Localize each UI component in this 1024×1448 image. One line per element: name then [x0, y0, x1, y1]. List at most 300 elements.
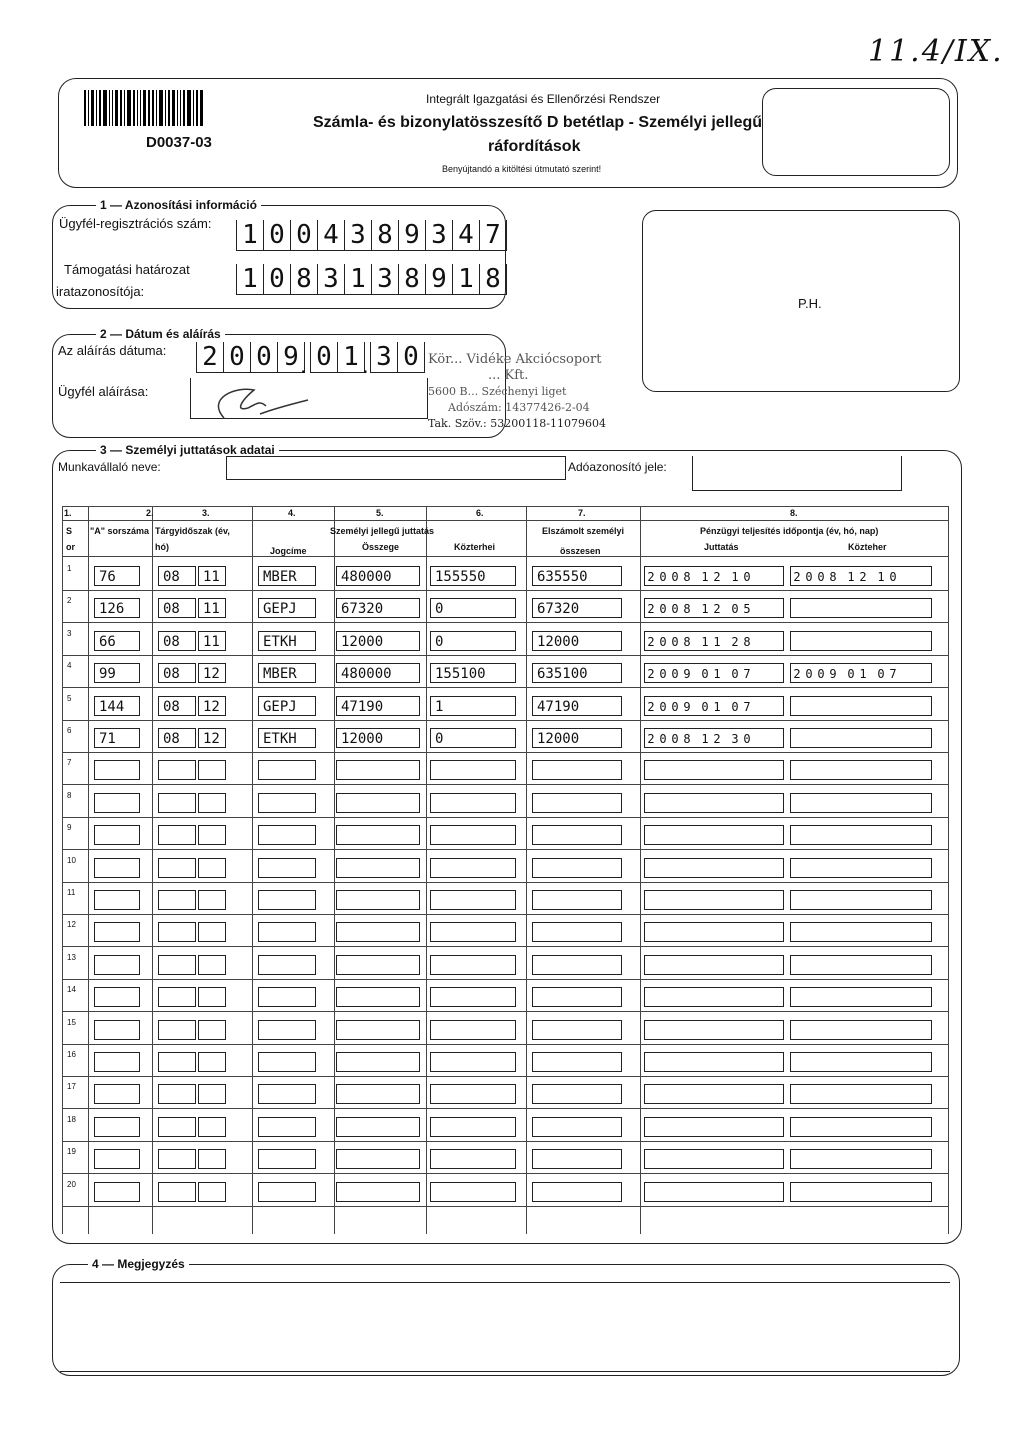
- period-year-field[interactable]: 08: [158, 728, 196, 748]
- a-number-field[interactable]: [94, 1182, 140, 1202]
- payment-date-juttatas[interactable]: [644, 1117, 784, 1137]
- payment-date-juttatas[interactable]: [644, 793, 784, 813]
- barcode: [84, 90, 205, 126]
- amount-field[interactable]: 12000: [336, 728, 420, 748]
- grid-line: [62, 1173, 948, 1174]
- payment-date-juttatas[interactable]: [644, 696, 784, 716]
- a-number-field[interactable]: [94, 1052, 140, 1072]
- payment-date-kozteher[interactable]: [790, 1084, 932, 1104]
- barcode-bar: [103, 90, 107, 126]
- legal-title-field[interactable]: GEPJ: [258, 598, 316, 618]
- total-field[interactable]: 67320: [532, 598, 622, 618]
- date-digit: 7: [743, 700, 751, 714]
- grid-line: [62, 720, 948, 721]
- a-number-field[interactable]: [94, 987, 140, 1007]
- digit-cell[interactable]: 0: [251, 342, 278, 373]
- date-digit: 0: [701, 700, 709, 714]
- amount-field[interactable]: [336, 825, 420, 845]
- a-number-field[interactable]: [94, 858, 140, 878]
- date-digit: 1: [877, 570, 885, 584]
- digit-cell[interactable]: 4: [453, 220, 480, 251]
- period-year-field[interactable]: [158, 987, 196, 1007]
- payment-date-kozteher[interactable]: [790, 728, 932, 748]
- amount-field[interactable]: [336, 1020, 420, 1040]
- total-field[interactable]: [532, 1020, 622, 1040]
- date-month: [310, 342, 365, 373]
- payment-date-juttatas[interactable]: [644, 1182, 784, 1202]
- period-year-field[interactable]: 08: [158, 696, 196, 716]
- charges-field[interactable]: [430, 1052, 516, 1072]
- date-digit: 8: [683, 732, 691, 746]
- charges-field[interactable]: 155550: [430, 566, 516, 586]
- barcode-bar: [120, 90, 122, 126]
- a-number-field[interactable]: [94, 760, 140, 780]
- period-month-field[interactable]: [198, 1052, 226, 1072]
- decision-label-2: iratazonosítója:: [56, 284, 145, 299]
- grid-line: [62, 979, 948, 980]
- period-year-field[interactable]: [158, 922, 196, 942]
- date-digit: 2: [647, 570, 655, 584]
- row-number: 1: [67, 564, 72, 573]
- charges-field[interactable]: [430, 1149, 516, 1169]
- digit-cell[interactable]: 7: [480, 220, 507, 251]
- period-year-field[interactable]: [158, 858, 196, 878]
- period-year-field[interactable]: 08: [158, 631, 196, 651]
- row-number: 19: [67, 1147, 76, 1156]
- digit-cell[interactable]: 2: [196, 342, 224, 373]
- digit-cell[interactable]: 8: [399, 264, 426, 295]
- remark-field[interactable]: [60, 1282, 950, 1372]
- amount-field[interactable]: [336, 793, 420, 813]
- payment-date-juttatas[interactable]: [644, 858, 784, 878]
- period-month-field[interactable]: 12: [198, 696, 226, 716]
- total-field[interactable]: [532, 793, 622, 813]
- client-reg-label: Ügyfél-regisztrációs szám:: [59, 216, 212, 231]
- charges-field[interactable]: [430, 858, 516, 878]
- digit-cell[interactable]: 0: [291, 220, 318, 251]
- digit-cell[interactable]: 4: [318, 220, 345, 251]
- row-number: 13: [67, 953, 76, 962]
- period-month-field[interactable]: [198, 922, 226, 942]
- amount-field[interactable]: 47190: [336, 696, 420, 716]
- legal-title-field[interactable]: [258, 890, 316, 910]
- row-number: 12: [67, 920, 76, 929]
- amount-field[interactable]: 480000: [336, 663, 420, 683]
- payment-date-kozteher[interactable]: [790, 890, 932, 910]
- a-number-field[interactable]: [94, 1020, 140, 1040]
- charges-field[interactable]: [430, 793, 516, 813]
- total-field[interactable]: [532, 1052, 622, 1072]
- payment-date-juttatas[interactable]: [644, 566, 784, 586]
- period-year-field[interactable]: [158, 793, 196, 813]
- barcode-bar: [148, 90, 150, 126]
- legal-title-field[interactable]: [258, 922, 316, 942]
- digit-cell[interactable]: 9: [426, 264, 453, 295]
- payment-date-juttatas[interactable]: [644, 987, 784, 1007]
- amount-field[interactable]: [336, 890, 420, 910]
- total-field[interactable]: 47190: [532, 696, 622, 716]
- period-month-field[interactable]: [198, 760, 226, 780]
- date-digit: 0: [731, 700, 739, 714]
- a-number-field[interactable]: [94, 825, 140, 845]
- amount-field[interactable]: [336, 1149, 420, 1169]
- grid-line: [526, 506, 527, 1234]
- a-number-field[interactable]: [94, 1117, 140, 1137]
- legal-title-field[interactable]: [258, 1084, 316, 1104]
- a-number-field[interactable]: 99: [94, 663, 140, 683]
- total-field[interactable]: [532, 1182, 622, 1202]
- date-digit: 0: [889, 570, 897, 584]
- date-digit: 1: [713, 700, 721, 714]
- legal-title-field[interactable]: [258, 1052, 316, 1072]
- barcode-label-box: [762, 88, 950, 176]
- charges-field[interactable]: [430, 825, 516, 845]
- period-month-field[interactable]: [198, 1149, 226, 1169]
- column-number: 8.: [790, 508, 798, 518]
- amount-field[interactable]: 12000: [336, 631, 420, 651]
- period-year-field[interactable]: [158, 1182, 196, 1202]
- legal-title-field[interactable]: [258, 1149, 316, 1169]
- payment-date-kozteher[interactable]: [790, 631, 932, 651]
- grid-line: [62, 882, 948, 883]
- period-year-field[interactable]: [158, 825, 196, 845]
- total-field[interactable]: 12000: [532, 728, 622, 748]
- total-field[interactable]: [532, 987, 622, 1007]
- form-title: Számla- és bizonylatösszesítő D betétlap - Személyi jellegű: [313, 114, 763, 131]
- legal-title-field[interactable]: [258, 987, 316, 1007]
- grid-line: [62, 590, 948, 591]
- total-field[interactable]: [532, 1117, 622, 1137]
- digit-cell[interactable]: 3: [372, 264, 399, 295]
- period-month-field[interactable]: 11: [198, 631, 226, 651]
- total-field[interactable]: [532, 890, 622, 910]
- payment-date-kozteher[interactable]: [790, 793, 932, 813]
- digit-cell[interactable]: 3: [370, 342, 398, 373]
- amount-field[interactable]: [336, 1084, 420, 1104]
- payment-date-juttatas[interactable]: [644, 922, 784, 942]
- date-digit: 0: [659, 635, 667, 649]
- payment-date-kozteher[interactable]: [790, 1149, 932, 1169]
- digit-cell[interactable]: 1: [345, 264, 372, 295]
- grid-line: [62, 849, 948, 850]
- charges-field[interactable]: [430, 955, 516, 975]
- amount-field[interactable]: [336, 1052, 420, 1072]
- period-month-field[interactable]: [198, 890, 226, 910]
- digit-cell[interactable]: 8: [480, 264, 507, 295]
- col-header-personal: Személyi jellegű juttatás: [330, 526, 435, 536]
- digit-cell[interactable]: 0: [224, 342, 251, 373]
- a-number-field[interactable]: [94, 1084, 140, 1104]
- digit-cell[interactable]: 0: [264, 264, 291, 295]
- payment-date-kozteher[interactable]: [790, 858, 932, 878]
- row-number: 3: [67, 629, 72, 638]
- form-title-2: ráfordítások: [488, 138, 581, 155]
- period-month-field[interactable]: [198, 825, 226, 845]
- a-number-field[interactable]: 126: [94, 598, 140, 618]
- date-digit: 9: [683, 700, 691, 714]
- grid-line: [62, 622, 948, 623]
- employer-name-field[interactable]: [226, 456, 566, 480]
- a-number-field[interactable]: 76: [94, 566, 140, 586]
- legal-title-field[interactable]: [258, 1020, 316, 1040]
- grid-line: [426, 506, 427, 1234]
- period-year-field[interactable]: [158, 955, 196, 975]
- amount-field[interactable]: [336, 1182, 420, 1202]
- charges-field[interactable]: [430, 1020, 516, 1040]
- grid-line: [62, 1044, 948, 1045]
- payment-date-juttatas[interactable]: [644, 1020, 784, 1040]
- digit-cell[interactable]: 3: [426, 220, 453, 251]
- legal-title-field[interactable]: GEPJ: [258, 696, 316, 716]
- a-number-field[interactable]: [94, 955, 140, 975]
- period-year-field[interactable]: [158, 890, 196, 910]
- payment-date-juttatas[interactable]: [644, 825, 784, 845]
- payment-date-kozteher[interactable]: [790, 1020, 932, 1040]
- grid-line: [252, 506, 253, 1234]
- legal-title-field[interactable]: [258, 858, 316, 878]
- date-digit: 1: [701, 635, 709, 649]
- col-header-accounted: Elszámolt személyi: [542, 526, 625, 536]
- digit-cell[interactable]: 1: [236, 264, 264, 295]
- barcode-bar: [187, 90, 191, 126]
- date-digit: 9: [829, 667, 837, 681]
- grid-line: [640, 506, 641, 1234]
- date-digit: 0: [671, 635, 679, 649]
- amount-field[interactable]: 480000: [336, 566, 420, 586]
- digit-cell[interactable]: 0: [310, 342, 338, 373]
- column-number: 4.: [288, 508, 296, 518]
- digit-cell[interactable]: 3: [345, 220, 372, 251]
- total-field[interactable]: [532, 1084, 622, 1104]
- period-month-field[interactable]: [198, 1084, 226, 1104]
- date-digit: 8: [683, 635, 691, 649]
- row-number: 8: [67, 791, 72, 800]
- date-digit: 1: [859, 667, 867, 681]
- period-month-field[interactable]: [198, 1117, 226, 1137]
- digit-cell[interactable]: 3: [318, 264, 345, 295]
- payment-date-juttatas[interactable]: [644, 728, 784, 748]
- a-number-field[interactable]: 71: [94, 728, 140, 748]
- charges-field[interactable]: [430, 987, 516, 1007]
- total-field[interactable]: [532, 760, 622, 780]
- barcode-bar: [159, 90, 163, 126]
- grid-line: [62, 946, 948, 947]
- payment-date-kozteher[interactable]: [790, 1052, 932, 1072]
- a-number-field[interactable]: [94, 890, 140, 910]
- payment-date-juttatas[interactable]: [644, 663, 784, 683]
- amount-field[interactable]: [336, 922, 420, 942]
- digit-cell[interactable]: 1: [453, 264, 480, 295]
- period-month-field[interactable]: 11: [198, 598, 226, 618]
- payment-date-kozteher[interactable]: [790, 1182, 932, 1202]
- digit-cell[interactable]: 0: [398, 342, 425, 373]
- digit-cell[interactable]: 1: [338, 342, 365, 373]
- period-year-field[interactable]: [158, 1117, 196, 1137]
- payment-date-juttatas[interactable]: [644, 955, 784, 975]
- charges-field[interactable]: [430, 890, 516, 910]
- date-digit: 7: [889, 667, 897, 681]
- charges-field[interactable]: 0: [430, 728, 516, 748]
- date-digit: 0: [805, 667, 813, 681]
- payment-date-juttatas[interactable]: [644, 890, 784, 910]
- date-digit: 0: [659, 700, 667, 714]
- date-digit: 0: [671, 602, 679, 616]
- legal-title-field[interactable]: [258, 760, 316, 780]
- payment-date-kozteher[interactable]: [790, 955, 932, 975]
- payment-date-juttatas[interactable]: [644, 598, 784, 618]
- barcode-bar: [124, 90, 125, 126]
- amount-field[interactable]: [336, 987, 420, 1007]
- total-field[interactable]: 635100: [532, 663, 622, 683]
- payment-date-kozteher[interactable]: [790, 825, 932, 845]
- period-year-field[interactable]: 08: [158, 598, 196, 618]
- period-month-field[interactable]: [198, 1020, 226, 1040]
- payment-date-kozteher[interactable]: [790, 663, 932, 683]
- charges-field[interactable]: [430, 1182, 516, 1202]
- period-month-field[interactable]: [198, 1182, 226, 1202]
- barcode-bar: [172, 90, 175, 126]
- charges-field[interactable]: [430, 1084, 516, 1104]
- a-number-field[interactable]: [94, 922, 140, 942]
- legal-title-field[interactable]: [258, 1182, 316, 1202]
- grid-line: [62, 1206, 948, 1207]
- total-field[interactable]: 635550: [532, 566, 622, 586]
- decision-label: Támogatási határozat: [64, 262, 190, 277]
- digit-cell[interactable]: 1: [236, 220, 264, 251]
- period-year-field[interactable]: [158, 1084, 196, 1104]
- barcode-bar: [177, 90, 178, 126]
- digit-cell[interactable]: 9: [278, 342, 305, 373]
- payment-date-kozteher[interactable]: [790, 1117, 932, 1137]
- date-day: [370, 342, 425, 373]
- total-field[interactable]: [532, 922, 622, 942]
- amount-field[interactable]: 67320: [336, 598, 420, 618]
- date-year: [196, 342, 305, 373]
- amount-field[interactable]: [336, 955, 420, 975]
- date-dot-1: .: [300, 352, 307, 379]
- payment-date-kozteher[interactable]: [790, 760, 932, 780]
- period-month-field[interactable]: 12: [198, 663, 226, 683]
- tax-id-field[interactable]: [692, 456, 902, 491]
- period-year-field[interactable]: [158, 1149, 196, 1169]
- section3-title: 3 — Személyi juttatások adatai: [96, 443, 279, 457]
- date-digit: 0: [659, 602, 667, 616]
- form-subtitle: Benyújtandó a kitöltési útmutató szerint!: [442, 164, 602, 174]
- period-month-field[interactable]: [198, 858, 226, 878]
- legal-title-field[interactable]: [258, 1117, 316, 1137]
- period-year-field[interactable]: [158, 1020, 196, 1040]
- grid-line: [62, 506, 948, 507]
- total-field[interactable]: [532, 858, 622, 878]
- period-year-field[interactable]: [158, 760, 196, 780]
- date-digit: 1: [731, 570, 739, 584]
- payment-date-juttatas[interactable]: [644, 760, 784, 780]
- date-digit: 1: [713, 667, 721, 681]
- grid-line: [62, 914, 948, 915]
- row-number: 2: [67, 596, 72, 605]
- charges-field[interactable]: 155100: [430, 663, 516, 683]
- period-month-field[interactable]: [198, 955, 226, 975]
- payment-date-kozteher[interactable]: [790, 922, 932, 942]
- payment-date-juttatas[interactable]: [644, 1084, 784, 1104]
- client-reg-number: [236, 220, 507, 251]
- payment-date-kozteher[interactable]: [790, 566, 932, 586]
- payment-date-kozteher[interactable]: [790, 598, 932, 618]
- system-name: Integrált Igazgatási és Ellenőrzési Rendszer: [426, 92, 661, 106]
- total-field[interactable]: [532, 955, 622, 975]
- date-digit: 0: [671, 732, 679, 746]
- date-digit: 0: [671, 700, 679, 714]
- period-month-field[interactable]: 12: [198, 728, 226, 748]
- charges-field[interactable]: [430, 760, 516, 780]
- date-digit: 0: [743, 570, 751, 584]
- digit-cell[interactable]: 9: [399, 220, 426, 251]
- period-year-field[interactable]: [158, 1052, 196, 1072]
- date-digit: 7: [743, 667, 751, 681]
- col-header-or: or: [66, 542, 75, 552]
- total-field[interactable]: 12000: [532, 631, 622, 651]
- amount-field[interactable]: [336, 1117, 420, 1137]
- payment-date-juttatas[interactable]: [644, 631, 784, 651]
- period-month-field[interactable]: [198, 987, 226, 1007]
- a-number-field[interactable]: 66: [94, 631, 140, 651]
- period-month-field[interactable]: 11: [198, 566, 226, 586]
- column-number: 5.: [376, 508, 384, 518]
- legal-title-field[interactable]: [258, 793, 316, 813]
- period-year-field[interactable]: 08: [158, 566, 196, 586]
- charges-field[interactable]: 0: [430, 598, 516, 618]
- signature-scribble: [196, 378, 326, 426]
- date-digit: 0: [671, 667, 679, 681]
- total-field[interactable]: [532, 825, 622, 845]
- legal-title-field[interactable]: MBER: [258, 566, 316, 586]
- stamp-block: [428, 352, 606, 432]
- legal-title-field[interactable]: MBER: [258, 663, 316, 683]
- grid-line: [152, 506, 153, 1234]
- legal-title-field[interactable]: ETKH: [258, 728, 316, 748]
- charges-field[interactable]: [430, 922, 516, 942]
- date-digit: 9: [683, 667, 691, 681]
- charges-field[interactable]: 0: [430, 631, 516, 651]
- legal-title-field[interactable]: ETKH: [258, 631, 316, 651]
- amount-field[interactable]: [336, 760, 420, 780]
- payment-date-juttatas[interactable]: [644, 1149, 784, 1169]
- digit-cell[interactable]: 0: [264, 220, 291, 251]
- period-year-field[interactable]: 08: [158, 663, 196, 683]
- tax-id-label: Adóazonosító jele:: [568, 460, 667, 474]
- legal-title-field[interactable]: [258, 955, 316, 975]
- a-number-field[interactable]: 144: [94, 696, 140, 716]
- row-number: 5: [67, 694, 72, 703]
- charges-field[interactable]: 1: [430, 696, 516, 716]
- charges-field[interactable]: [430, 1117, 516, 1137]
- legal-title-field[interactable]: [258, 825, 316, 845]
- period-month-field[interactable]: [198, 793, 226, 813]
- date-digit: 8: [829, 570, 837, 584]
- barcode-bar: [200, 90, 203, 126]
- a-number-field[interactable]: [94, 1149, 140, 1169]
- digit-cell[interactable]: 8: [291, 264, 318, 295]
- payment-date-juttatas[interactable]: [644, 1052, 784, 1072]
- a-number-field[interactable]: [94, 793, 140, 813]
- stamp-line-5: Tak. Szöv.: 53200118-11079604: [428, 417, 606, 430]
- amount-field[interactable]: [336, 858, 420, 878]
- payment-date-kozteher[interactable]: [790, 696, 932, 716]
- payment-date-kozteher[interactable]: [790, 987, 932, 1007]
- grid-line: [62, 687, 948, 688]
- digit-cell[interactable]: 8: [372, 220, 399, 251]
- total-field[interactable]: [532, 1149, 622, 1169]
